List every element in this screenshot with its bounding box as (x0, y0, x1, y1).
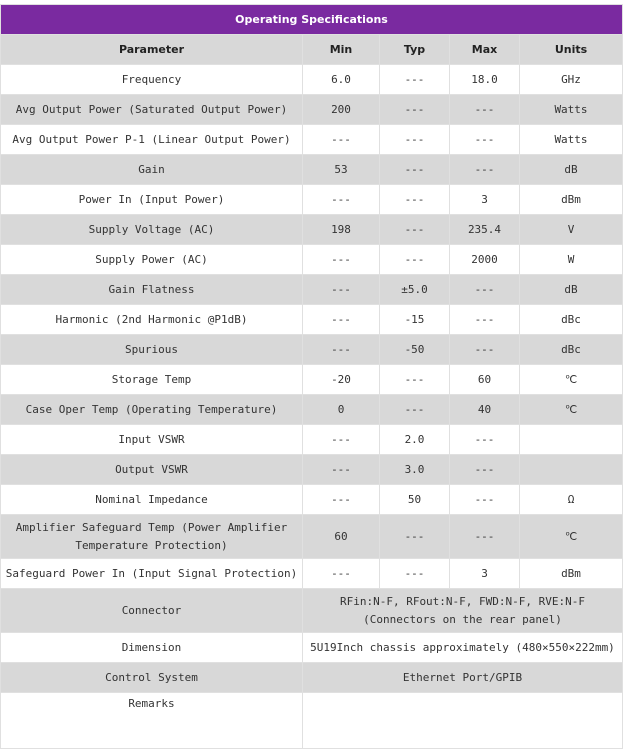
merged-value-cell (303, 693, 623, 749)
units-cell: GHz (520, 65, 623, 95)
max-cell: --- (450, 515, 520, 559)
header-typ: Typ (380, 35, 450, 65)
min-cell: --- (303, 455, 380, 485)
table-row (1, 155, 623, 185)
units-cell: dBc (520, 305, 623, 335)
units-cell: Watts (520, 125, 623, 155)
typ-cell: 3.0 (380, 455, 450, 485)
units-cell (520, 425, 623, 455)
units-cell (520, 455, 623, 485)
param-cell: Supply Power (AC) (1, 245, 303, 275)
table-row (1, 125, 623, 155)
min-cell: --- (303, 125, 380, 155)
typ-cell: --- (380, 215, 450, 245)
max-cell: --- (450, 425, 520, 455)
merged-label-cell: Dimension (1, 633, 303, 663)
units-cell: ℃ (520, 395, 623, 425)
merged-label-cell: Control System (1, 663, 303, 693)
table-row (1, 693, 623, 749)
min-cell: --- (303, 335, 380, 365)
merged-label-cell: Remarks (1, 693, 303, 749)
param-cell: Frequency (1, 65, 303, 95)
min-cell: -20 (303, 365, 380, 395)
max-cell: --- (450, 275, 520, 305)
max-cell: 3 (450, 559, 520, 589)
param-cell: Output VSWR (1, 455, 303, 485)
table-row (1, 633, 623, 663)
max-cell: 40 (450, 395, 520, 425)
param-cell: Avg Output Power P-1 (Linear Output Power) (1, 125, 303, 155)
param-cell: Gain (1, 155, 303, 185)
operating-specifications-table (0, 4, 623, 749)
param-cell: Avg Output Power (Saturated Output Power) (1, 95, 303, 125)
table-row (1, 559, 623, 589)
param-cell: Power In (Input Power) (1, 185, 303, 215)
header-min: Min (303, 35, 380, 65)
units-cell: Watts (520, 95, 623, 125)
units-cell: V (520, 215, 623, 245)
units-cell: ℃ (520, 515, 623, 559)
units-cell: dB (520, 275, 623, 305)
typ-cell: -15 (380, 305, 450, 335)
units-cell: dB (520, 155, 623, 185)
typ-cell: 2.0 (380, 425, 450, 455)
units-cell: ℃ (520, 365, 623, 395)
max-cell: --- (450, 125, 520, 155)
min-cell: 60 (303, 515, 380, 559)
max-cell: 235.4 (450, 215, 520, 245)
param-cell: Gain Flatness (1, 275, 303, 305)
min-cell: 6.0 (303, 65, 380, 95)
table-row (1, 305, 623, 335)
table-row (1, 663, 623, 693)
merged-value-cell: Ethernet Port/GPIB (303, 663, 623, 693)
typ-cell: ±5.0 (380, 275, 450, 305)
typ-cell: --- (380, 515, 450, 559)
max-cell: --- (450, 305, 520, 335)
typ-cell: --- (380, 245, 450, 275)
param-cell: Supply Voltage (AC) (1, 215, 303, 245)
units-cell: Ω (520, 485, 623, 515)
min-cell: --- (303, 185, 380, 215)
param-cell: Amplifier Safeguard Temp (Power Amplifier Temperature Protection) (1, 515, 303, 559)
typ-cell: --- (380, 395, 450, 425)
table-row (1, 245, 623, 275)
table-row (1, 425, 623, 455)
table-row (1, 95, 623, 125)
param-cell: Storage Temp (1, 365, 303, 395)
min-cell: 200 (303, 95, 380, 125)
typ-cell: --- (380, 65, 450, 95)
min-cell: --- (303, 275, 380, 305)
header-units: Units (520, 35, 623, 65)
min-cell: 198 (303, 215, 380, 245)
typ-cell: --- (380, 185, 450, 215)
units-cell: dBm (520, 559, 623, 589)
typ-cell: 50 (380, 485, 450, 515)
max-cell: 18.0 (450, 65, 520, 95)
header-max: Max (450, 35, 520, 65)
table-row (1, 365, 623, 395)
typ-cell: --- (380, 155, 450, 185)
typ-cell: --- (380, 125, 450, 155)
table-row (1, 589, 623, 633)
param-cell: Case Oper Temp (Operating Temperature) (1, 395, 303, 425)
table-row (1, 65, 623, 95)
table-row (1, 185, 623, 215)
typ-cell: --- (380, 559, 450, 589)
param-cell: Safeguard Power In (Input Signal Protection) (1, 559, 303, 589)
min-cell: --- (303, 305, 380, 335)
table-row (1, 335, 623, 365)
units-cell: dBm (520, 185, 623, 215)
max-cell: --- (450, 335, 520, 365)
min-cell: --- (303, 485, 380, 515)
units-cell: W (520, 245, 623, 275)
min-cell: 0 (303, 395, 380, 425)
merged-label-cell: Connector (1, 589, 303, 633)
typ-cell: --- (380, 365, 450, 395)
table-row (1, 215, 623, 245)
max-cell: --- (450, 155, 520, 185)
param-cell: Spurious (1, 335, 303, 365)
min-cell: --- (303, 559, 380, 589)
max-cell: --- (450, 95, 520, 125)
max-cell: 60 (450, 365, 520, 395)
max-cell: --- (450, 485, 520, 515)
table-row (1, 395, 623, 425)
table-title-row (1, 5, 623, 35)
header-parameter: Parameter (1, 35, 303, 65)
min-cell: --- (303, 245, 380, 275)
table-row (1, 515, 623, 559)
table-header-row (1, 35, 623, 65)
table-title: Operating Specifications (1, 5, 623, 35)
param-cell: Input VSWR (1, 425, 303, 455)
param-cell: Nominal Impedance (1, 485, 303, 515)
typ-cell: -50 (380, 335, 450, 365)
table-row (1, 485, 623, 515)
min-cell: --- (303, 425, 380, 455)
max-cell: --- (450, 455, 520, 485)
typ-cell: --- (380, 95, 450, 125)
table-row (1, 455, 623, 485)
table-row (1, 275, 623, 305)
units-cell: dBc (520, 335, 623, 365)
min-cell: 53 (303, 155, 380, 185)
max-cell: 2000 (450, 245, 520, 275)
max-cell: 3 (450, 185, 520, 215)
merged-value-cell: RFin:N-F, RFout:N-F, FWD:N-F, RVE:N-F (Connectors on the rear panel) (303, 589, 623, 633)
merged-value-cell: 5U19Inch chassis approximately (480×550×222mm) (303, 633, 623, 663)
param-cell: Harmonic (2nd Harmonic @P1dB) (1, 305, 303, 335)
